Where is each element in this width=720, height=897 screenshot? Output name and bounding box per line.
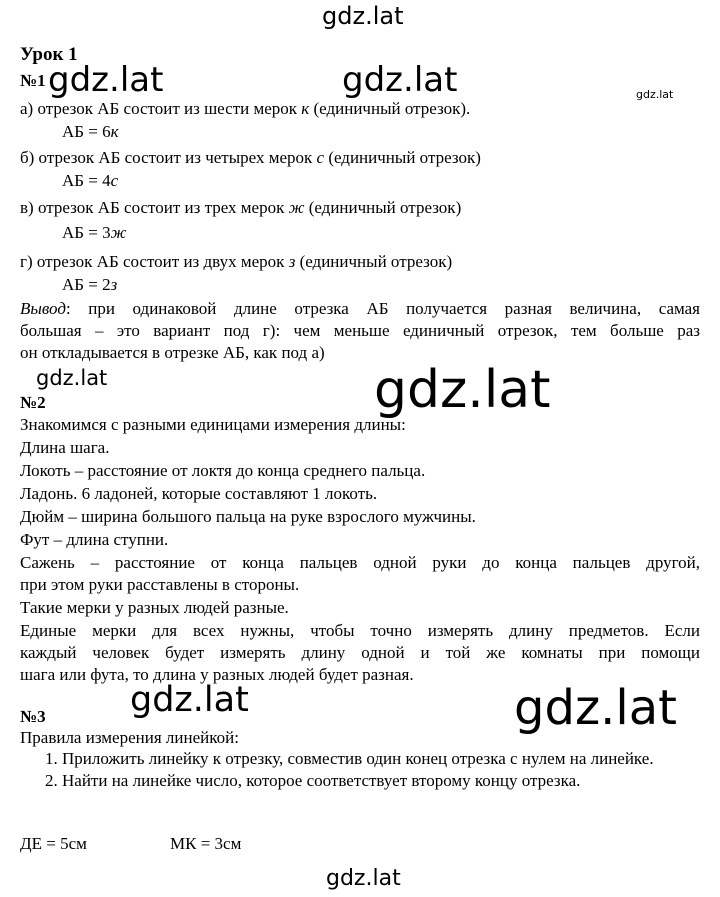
- task1-conclusion-line: большая – это вариант под г): чем меньше единичный отрезок, тем больше раз: [20, 321, 700, 340]
- task1-heading: №1: [20, 71, 46, 90]
- task2-line: Длина шага.: [20, 438, 110, 457]
- watermark: gdz.lat: [130, 680, 249, 720]
- task2-line: шага или фута, то длина у разных людей будет разная.: [20, 665, 414, 684]
- list-item: 1. Приложить линейку к отрезку, совместив один конец отрезка с нулем на линейке.: [62, 748, 700, 770]
- task1-item-c: в) отрезок АБ состоит из трех мерок ж (единичный отрезок): [20, 198, 462, 217]
- task2-line: каждый человек будет измерять длину одной и той же комнаты при помощи: [20, 643, 700, 662]
- lesson-title: Урок 1: [20, 44, 78, 65]
- task2-line: Фут – длина ступни.: [20, 530, 169, 549]
- task3-heading: №3: [20, 707, 46, 726]
- watermark: gdz.lat: [322, 2, 404, 30]
- watermark: gdz.lat: [48, 60, 164, 100]
- task2-line: Знакомимся с разными единицами измерения длины:: [20, 415, 406, 434]
- ruler-rules-list: [20, 748, 700, 792]
- watermark: gdz.lat: [514, 680, 677, 736]
- task2-line: Сажень – расстояние от конца пальцев одной руки до конца пальцев другой,: [20, 553, 700, 572]
- task1-conclusion-line: он откладывается в отрезке АБ, как под а): [20, 343, 325, 362]
- task1-item-d: г) отрезок АБ состоит из двух мерок з (единичный отрезок): [20, 252, 453, 271]
- task2-heading: №2: [20, 393, 46, 412]
- task3-intro: Правила измерения линейкой:: [20, 728, 239, 747]
- task2-line: Единые мерки для всех нужны, чтобы точно измерять длину предметов. Если: [20, 621, 700, 640]
- task1-conclusion-line: Вывод: при одинаковой длине отрезка АБ получается разная величина, самая: [20, 299, 700, 318]
- task2-line: Дюйм – ширина большого пальца на руке взрослого мужчины.: [20, 507, 476, 526]
- watermark: gdz.lat: [636, 88, 674, 101]
- watermark: gdz.lat: [326, 866, 401, 891]
- task2-line: при этом руки расставлены в стороны.: [20, 575, 300, 594]
- task1-item-a: а) отрезок АБ состоит из шести мерок к (единичный отрезок).: [20, 99, 471, 118]
- task1-formula-d: АБ = 2з: [62, 275, 118, 294]
- task1-item-b: б) отрезок АБ состоит из четырех мерок с (единичный отрезок): [20, 148, 481, 167]
- watermark: gdz.lat: [374, 360, 551, 420]
- list-item: 2. Найти на линейке число, которое соответствует второму концу отрезка.: [62, 770, 700, 792]
- watermark: gdz.lat: [342, 60, 458, 100]
- task1-formula-b: АБ = 4с: [62, 171, 119, 190]
- task2-line: Локоть – расстояние от локтя до конца среднего пальца.: [20, 461, 426, 480]
- task2-line: Такие мерки у разных людей разные.: [20, 598, 289, 617]
- de-measure: ДЕ = 5см: [20, 834, 87, 853]
- task1-formula-a: АБ = 6к: [62, 122, 119, 141]
- task2-line: Ладонь. 6 ладоней, которые составляют 1 локоть.: [20, 484, 378, 503]
- watermark: gdz.lat: [36, 366, 108, 390]
- mk-measure: МК = 3см: [170, 834, 242, 853]
- conclusion-label: Вывод: [20, 299, 66, 318]
- task1-formula-c: АБ = 3ж: [62, 223, 127, 242]
